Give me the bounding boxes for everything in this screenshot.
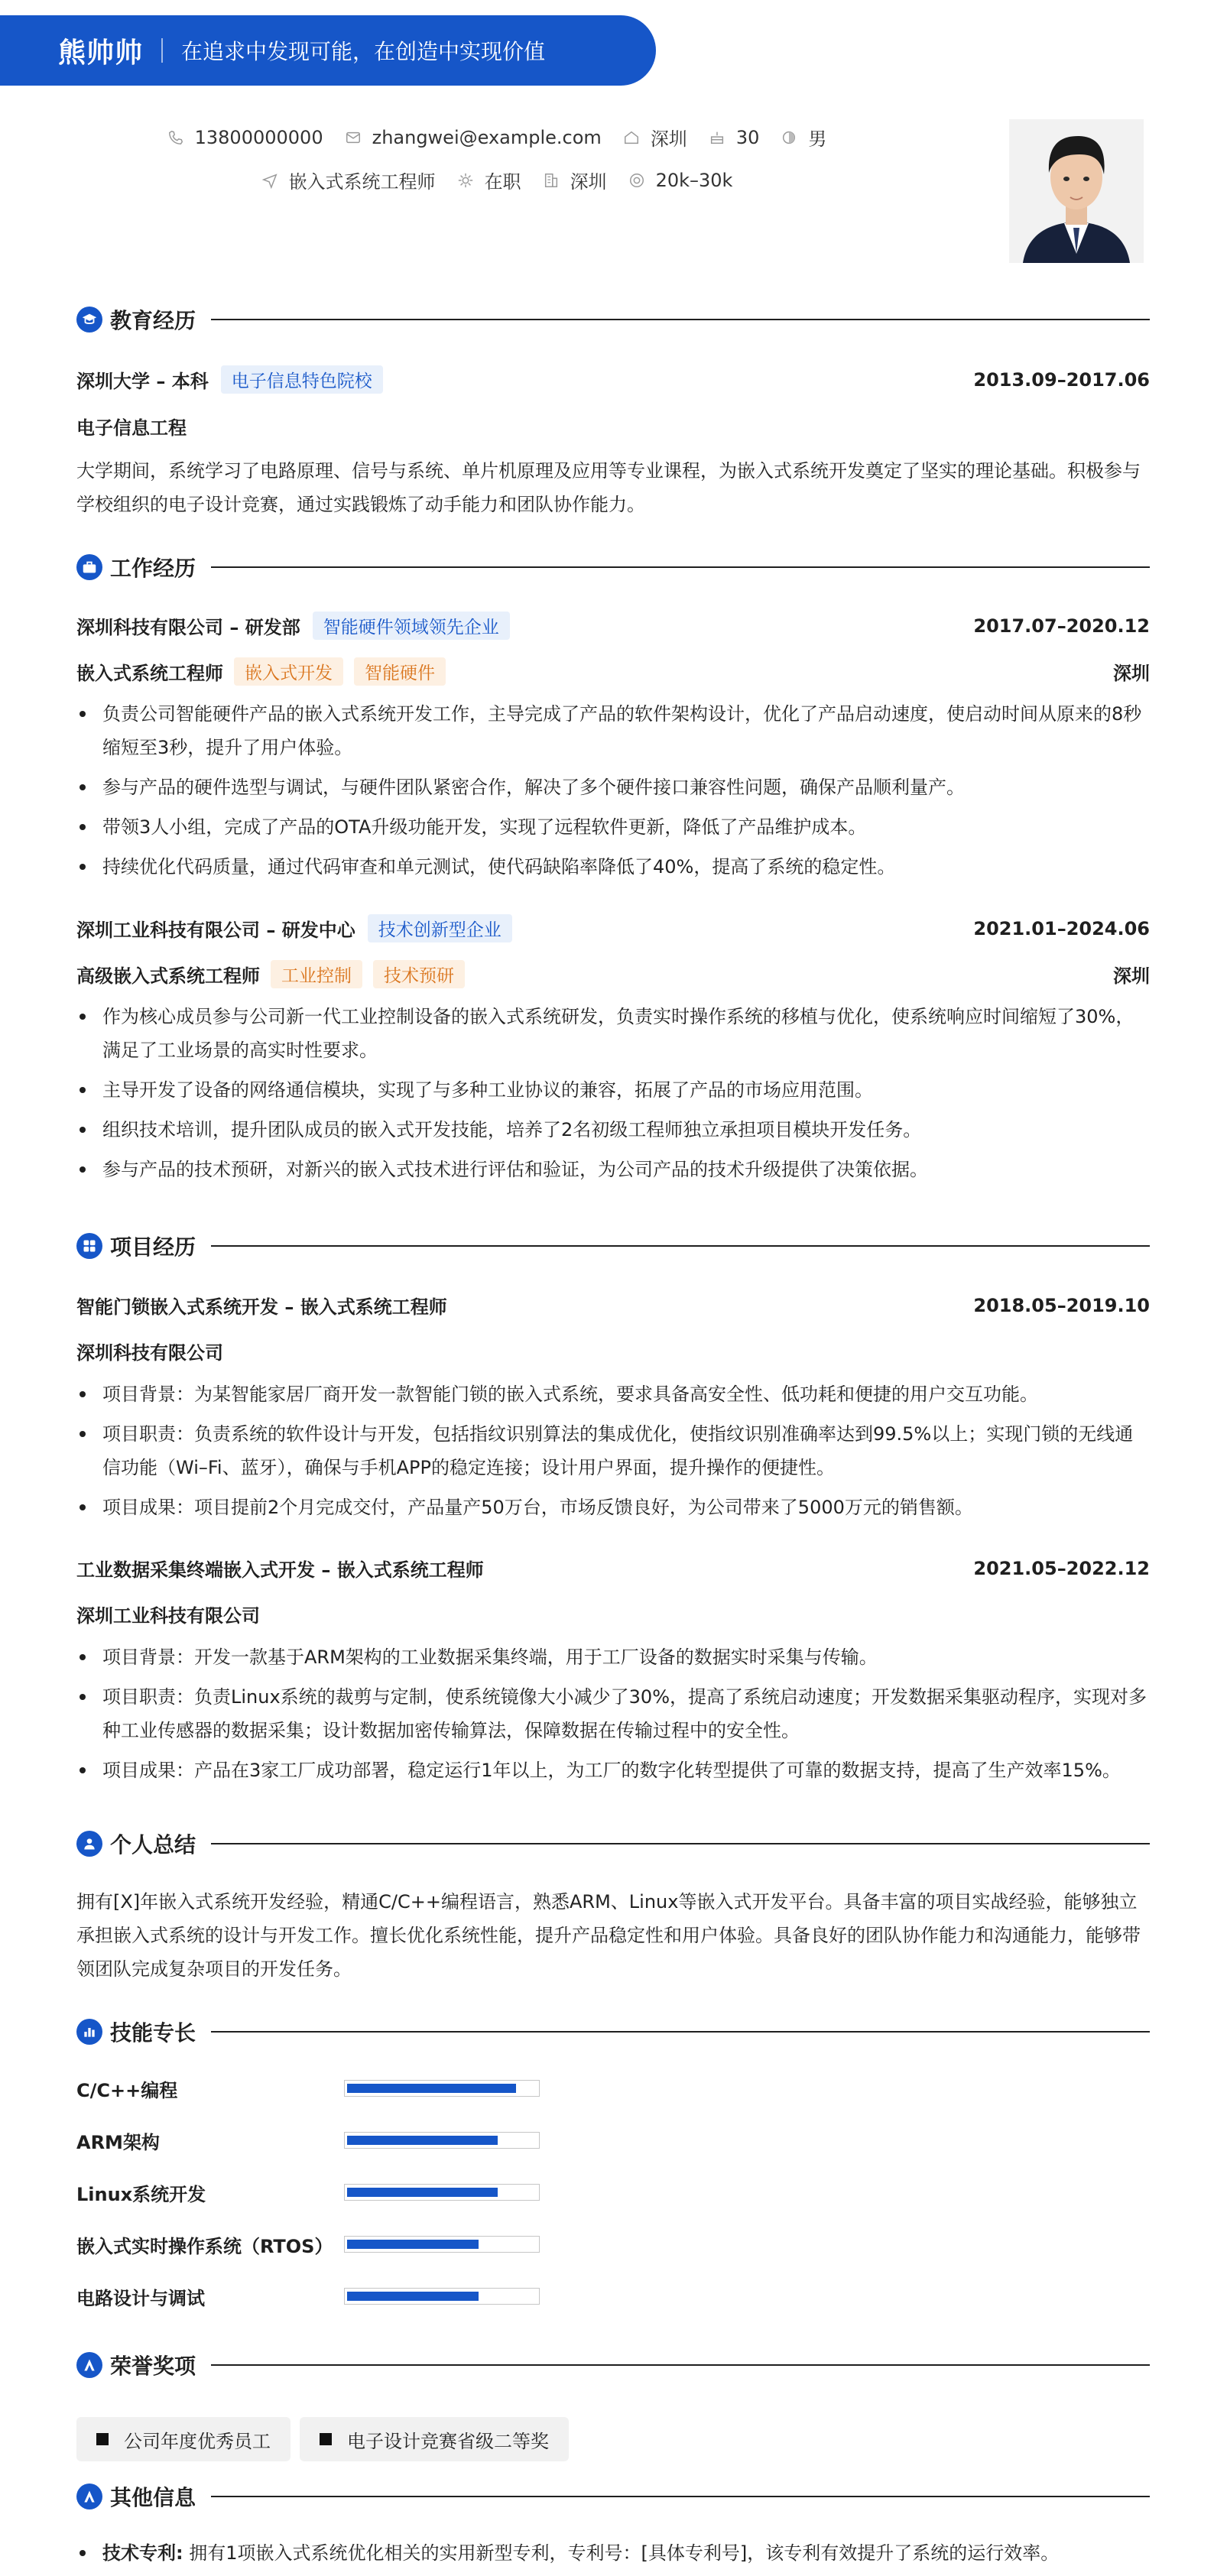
project-period: 2018.05–2019.10 bbox=[973, 1294, 1150, 1316]
summary-section-header bbox=[76, 1827, 1150, 1861]
city-item bbox=[623, 124, 687, 151]
list-item: 参与产品的硬件选型与调试，与硬件团队紧密合作，解决了多个硬件接口兼容性问题，确保产品顺利量产。 bbox=[76, 771, 1150, 804]
square-bullet-icon bbox=[320, 2433, 332, 2445]
portrait-illustration bbox=[1009, 119, 1144, 263]
gender-text: 男 bbox=[808, 128, 827, 150]
phone-text: 13800000000 bbox=[194, 126, 323, 148]
award-icon bbox=[76, 2352, 102, 2378]
age-item bbox=[709, 127, 760, 148]
salary-text: 20k–30k bbox=[655, 169, 733, 191]
section-divider bbox=[211, 566, 1150, 568]
list-item: 项目成果：产品在3家工厂成功部署，稳定运行1年以上，为工厂的数字化转型提供了可靠的数据支持，提高了生产效率15%。 bbox=[76, 1754, 1150, 1787]
honor-badge bbox=[300, 2417, 569, 2461]
job-bullet-list bbox=[76, 1000, 1150, 1192]
projects-section-header bbox=[76, 1229, 1150, 1263]
email-item bbox=[345, 127, 602, 148]
skill-level-bar bbox=[344, 2132, 540, 2149]
skill-level-bar bbox=[344, 2288, 540, 2305]
project-title-row bbox=[76, 1555, 1150, 1582]
education-school-row bbox=[76, 365, 1150, 394]
honors-title: 荣誉奖项 bbox=[110, 2354, 196, 2379]
job-period: 2021.01–2024.06 bbox=[973, 917, 1150, 939]
candidate-name: 熊帅帅 bbox=[58, 37, 144, 69]
skill-name: C/C++编程 bbox=[76, 2079, 178, 2101]
email-text: zhangwei@example.com bbox=[372, 126, 602, 148]
job-target-item bbox=[261, 167, 436, 193]
phone-item bbox=[167, 127, 323, 148]
user-icon bbox=[76, 1831, 102, 1857]
section-divider bbox=[211, 1245, 1150, 1247]
skill-name: 嵌入式实时操作系统（RTOS） bbox=[76, 2235, 333, 2257]
job-company-tag: 技术创新型企业 bbox=[368, 914, 512, 942]
job-company-row bbox=[76, 612, 1150, 640]
candidate-motto: 在追求中发现可能，在创造中实现价值 bbox=[181, 39, 546, 64]
skill-row bbox=[76, 2125, 612, 2156]
list-item: 项目背景：为某智能家居厂商开发一款智能门锁的嵌入式系统，要求具备高安全性、低功耗和便捷的用户交互功能。 bbox=[76, 1377, 1150, 1411]
city-text: 深圳 bbox=[650, 128, 687, 150]
skill-level-bar bbox=[344, 2080, 540, 2097]
project-bullet-list bbox=[76, 1377, 1150, 1530]
education-period: 2013.09–2017.06 bbox=[973, 368, 1150, 391]
status-item bbox=[457, 167, 521, 193]
skill-level-fill bbox=[347, 2188, 498, 2197]
skill-level-fill bbox=[347, 2136, 498, 2145]
list-item: 参与产品的技术预研，对新兴的嵌入式技术进行评估和验证，为公司产品的技术升级提供了决策依据。 bbox=[76, 1153, 1150, 1186]
others-text: 拥有1项嵌入式系统优化相关的实用新型专利，专利号：[具体专利号]，该专利有效提升了系统的运行效率。 bbox=[189, 2542, 1060, 2564]
section-divider bbox=[211, 2031, 1150, 2033]
skill-row bbox=[76, 2073, 612, 2104]
project-title-row bbox=[76, 1292, 1150, 1319]
send-icon bbox=[261, 172, 278, 189]
salary-item bbox=[628, 170, 733, 191]
skill-level-fill bbox=[347, 2240, 479, 2249]
job-role-tag: 技术预研 bbox=[373, 960, 465, 988]
age-text: 30 bbox=[735, 126, 760, 148]
list-item bbox=[76, 2536, 1150, 2570]
skill-name: ARM架构 bbox=[76, 2131, 160, 2153]
profile-photo bbox=[1009, 119, 1144, 263]
list-item: 项目职责：负责Linux系统的裁剪与定制，使系统镜像大小减少了30%，提高了系统启动速度；开发数据采集驱动程序，实现对多种工业传感器的数据采集；设计数据加密传输算法，保障数据在传输过程中的安全性。 bbox=[76, 1680, 1150, 1747]
status-text: 在职 bbox=[484, 171, 521, 193]
skills-title: 技能专长 bbox=[110, 2020, 196, 2046]
section-divider bbox=[211, 2364, 1150, 2366]
coin-icon bbox=[628, 172, 645, 189]
honor-badge bbox=[76, 2417, 291, 2461]
gear-icon bbox=[457, 172, 474, 189]
contact-row-2 bbox=[0, 167, 994, 193]
job-company: 深圳工业科技有限公司 – 研发中心 bbox=[76, 920, 355, 941]
project-company-row bbox=[76, 1338, 1150, 1364]
education-major-row bbox=[76, 413, 1150, 440]
graduation-cap-icon bbox=[76, 307, 102, 333]
job-role-tag: 工业控制 bbox=[271, 960, 362, 988]
summary-text: 拥有[X]年嵌入式系统开发经验，精通C/C++编程语言，熟悉ARM、Linux等嵌入式开发平台。具备丰富的项目实战经验，能够独立承担嵌入式系统的设计与开发工作。擅长优化系统性能，提升产品稳定性和用户体验。具备良好的团队协作能力和沟通能力，能够带领团队完成复杂项目的开发任务。 bbox=[76, 1891, 1141, 1980]
job-company-row bbox=[76, 914, 1150, 942]
honors-section-header bbox=[76, 2348, 1150, 2382]
education-title: 教育经历 bbox=[110, 308, 196, 333]
work-section-header bbox=[76, 550, 1150, 584]
project-bullet-list bbox=[76, 1640, 1150, 1793]
project-company: 深圳工业科技有限公司 bbox=[76, 1605, 260, 1627]
job-role-row bbox=[76, 960, 1150, 988]
education-major: 电子信息工程 bbox=[76, 417, 187, 439]
others-label: 技术专利: bbox=[102, 2542, 183, 2564]
education-section-header bbox=[76, 303, 1150, 336]
skill-level-fill bbox=[347, 2292, 479, 2301]
skill-row bbox=[76, 2229, 612, 2260]
job-role-tag: 智能硬件 bbox=[354, 657, 446, 686]
honor-text: 公司年度优秀员工 bbox=[124, 2430, 271, 2452]
header-banner bbox=[0, 15, 656, 86]
building-icon bbox=[543, 172, 560, 189]
list-item: 带领3人小组，完成了产品的OTA升级功能开发，实现了远程软件更新，降低了产品维护成本。 bbox=[76, 810, 1150, 844]
skill-level-bar bbox=[344, 2184, 540, 2201]
skill-level-fill bbox=[347, 2084, 516, 2093]
job-role: 高级嵌入式系统工程师 bbox=[76, 965, 260, 987]
contact-row-1 bbox=[0, 124, 994, 151]
list-item: 负责公司智能硬件产品的嵌入式系统开发工作，主导完成了产品的软件架构设计，优化了产品启动速度，使启动时间从原来的8秒缩短至3秒，提升了用户体验。 bbox=[76, 697, 1150, 764]
work-title: 工作经历 bbox=[110, 556, 196, 581]
list-item: 主导开发了设备的网络通信模块，实现了与多种工业协议的兼容，拓展了产品的市场应用范围。 bbox=[76, 1073, 1150, 1107]
header-divider bbox=[161, 38, 163, 63]
education-school-tag: 电子信息特色院校 bbox=[221, 365, 383, 394]
list-item: 组织技术培训，提升团队成员的嵌入式开发技能，培养了2名初级工程师独立承担项目模块开发任务。 bbox=[76, 1113, 1150, 1147]
skill-name: Linux系统开发 bbox=[76, 2183, 206, 2205]
job-period: 2017.07–2020.12 bbox=[973, 615, 1150, 637]
education-school: 深圳大学 – 本科 bbox=[76, 371, 209, 392]
grid-icon bbox=[76, 1233, 102, 1259]
education-description: 大学期间，系统学习了电路原理、信号与系统、单片机原理及应用等专业课程，为嵌入式系统开发奠定了坚实的理论基础。积极参与学校组织的电子设计竞赛，通过实践锻炼了动手能力和团队协作能力。 bbox=[76, 460, 1141, 515]
section-divider bbox=[211, 319, 1150, 320]
briefcase-icon bbox=[76, 554, 102, 580]
section-divider bbox=[211, 1843, 1150, 1844]
job-location: 深圳 bbox=[1113, 663, 1150, 684]
project-period: 2021.05–2022.12 bbox=[973, 1557, 1150, 1579]
home-icon bbox=[623, 129, 640, 146]
work-city-item bbox=[543, 167, 607, 193]
job-role-row bbox=[76, 657, 1150, 686]
job-target-text: 嵌入式系统工程师 bbox=[288, 171, 436, 193]
skill-row bbox=[76, 2177, 612, 2208]
job-company-tag: 智能硬件领域领先企业 bbox=[313, 612, 510, 640]
list-item: 项目职责：负责系统的软件设计与开发，包括指纹识别算法的集成优化，使指纹识别准确率达到99.5%以上；实现门锁的无线通信功能（Wi–Fi、蓝牙），确保与手机APP的稳定连接；设计用户界面，提升操作的便捷性。 bbox=[76, 1417, 1150, 1484]
info-icon bbox=[76, 2484, 102, 2509]
job-bullet-list bbox=[76, 697, 1150, 890]
job-role-tag: 嵌入式开发 bbox=[234, 657, 343, 686]
list-item: 持续优化代码质量，通过代码审查和单元测试，使代码缺陷率降低了40%，提高了系统的稳定性。 bbox=[76, 850, 1150, 884]
bar-chart-icon bbox=[76, 2019, 102, 2045]
cake-icon bbox=[709, 129, 725, 146]
list-item: 作为核心成员参与公司新一代工业控制设备的嵌入式系统研发，负责实时操作系统的移植与优化，使系统响应时间缩短了30%，满足了工业场景的高实时性要求。 bbox=[76, 1000, 1150, 1067]
phone-icon bbox=[167, 129, 184, 146]
others-section-header bbox=[76, 2480, 1150, 2513]
project-title: 工业数据采集终端嵌入式开发 – 嵌入式系统工程师 bbox=[76, 1559, 484, 1581]
summary-title: 个人总结 bbox=[110, 1832, 196, 1857]
list-item: 项目背景：开发一款基于ARM架构的工业数据采集终端，用于工厂设备的数据实时采集与传输。 bbox=[76, 1640, 1150, 1674]
project-title: 智能门锁嵌入式系统开发 – 嵌入式系统工程师 bbox=[76, 1296, 447, 1318]
gender-icon bbox=[781, 129, 797, 146]
work-city-text: 深圳 bbox=[570, 171, 607, 193]
projects-title: 项目经历 bbox=[110, 1234, 196, 1260]
skill-row bbox=[76, 2281, 612, 2312]
job-role: 嵌入式系统工程师 bbox=[76, 663, 223, 684]
skills-section-header bbox=[76, 2015, 1150, 2049]
job-company: 深圳科技有限公司 – 研发部 bbox=[76, 617, 300, 638]
mail-icon bbox=[345, 129, 362, 146]
others-bullet-list bbox=[76, 2536, 1150, 2576]
section-divider bbox=[211, 2496, 1150, 2497]
others-title: 其他信息 bbox=[110, 2485, 196, 2510]
honor-text: 电子设计竞赛省级二等奖 bbox=[347, 2430, 549, 2452]
list-item: 项目成果：项目提前2个月完成交付，产品量产50万台，市场反馈良好，为公司带来了5000万元的销售额。 bbox=[76, 1491, 1150, 1524]
project-company: 深圳科技有限公司 bbox=[76, 1342, 223, 1364]
project-company-row bbox=[76, 1601, 1150, 1627]
job-location: 深圳 bbox=[1113, 965, 1150, 987]
skill-level-bar bbox=[344, 2236, 540, 2253]
gender-item bbox=[781, 124, 826, 151]
square-bullet-icon bbox=[96, 2433, 109, 2445]
skill-name: 电路设计与调试 bbox=[76, 2287, 205, 2309]
